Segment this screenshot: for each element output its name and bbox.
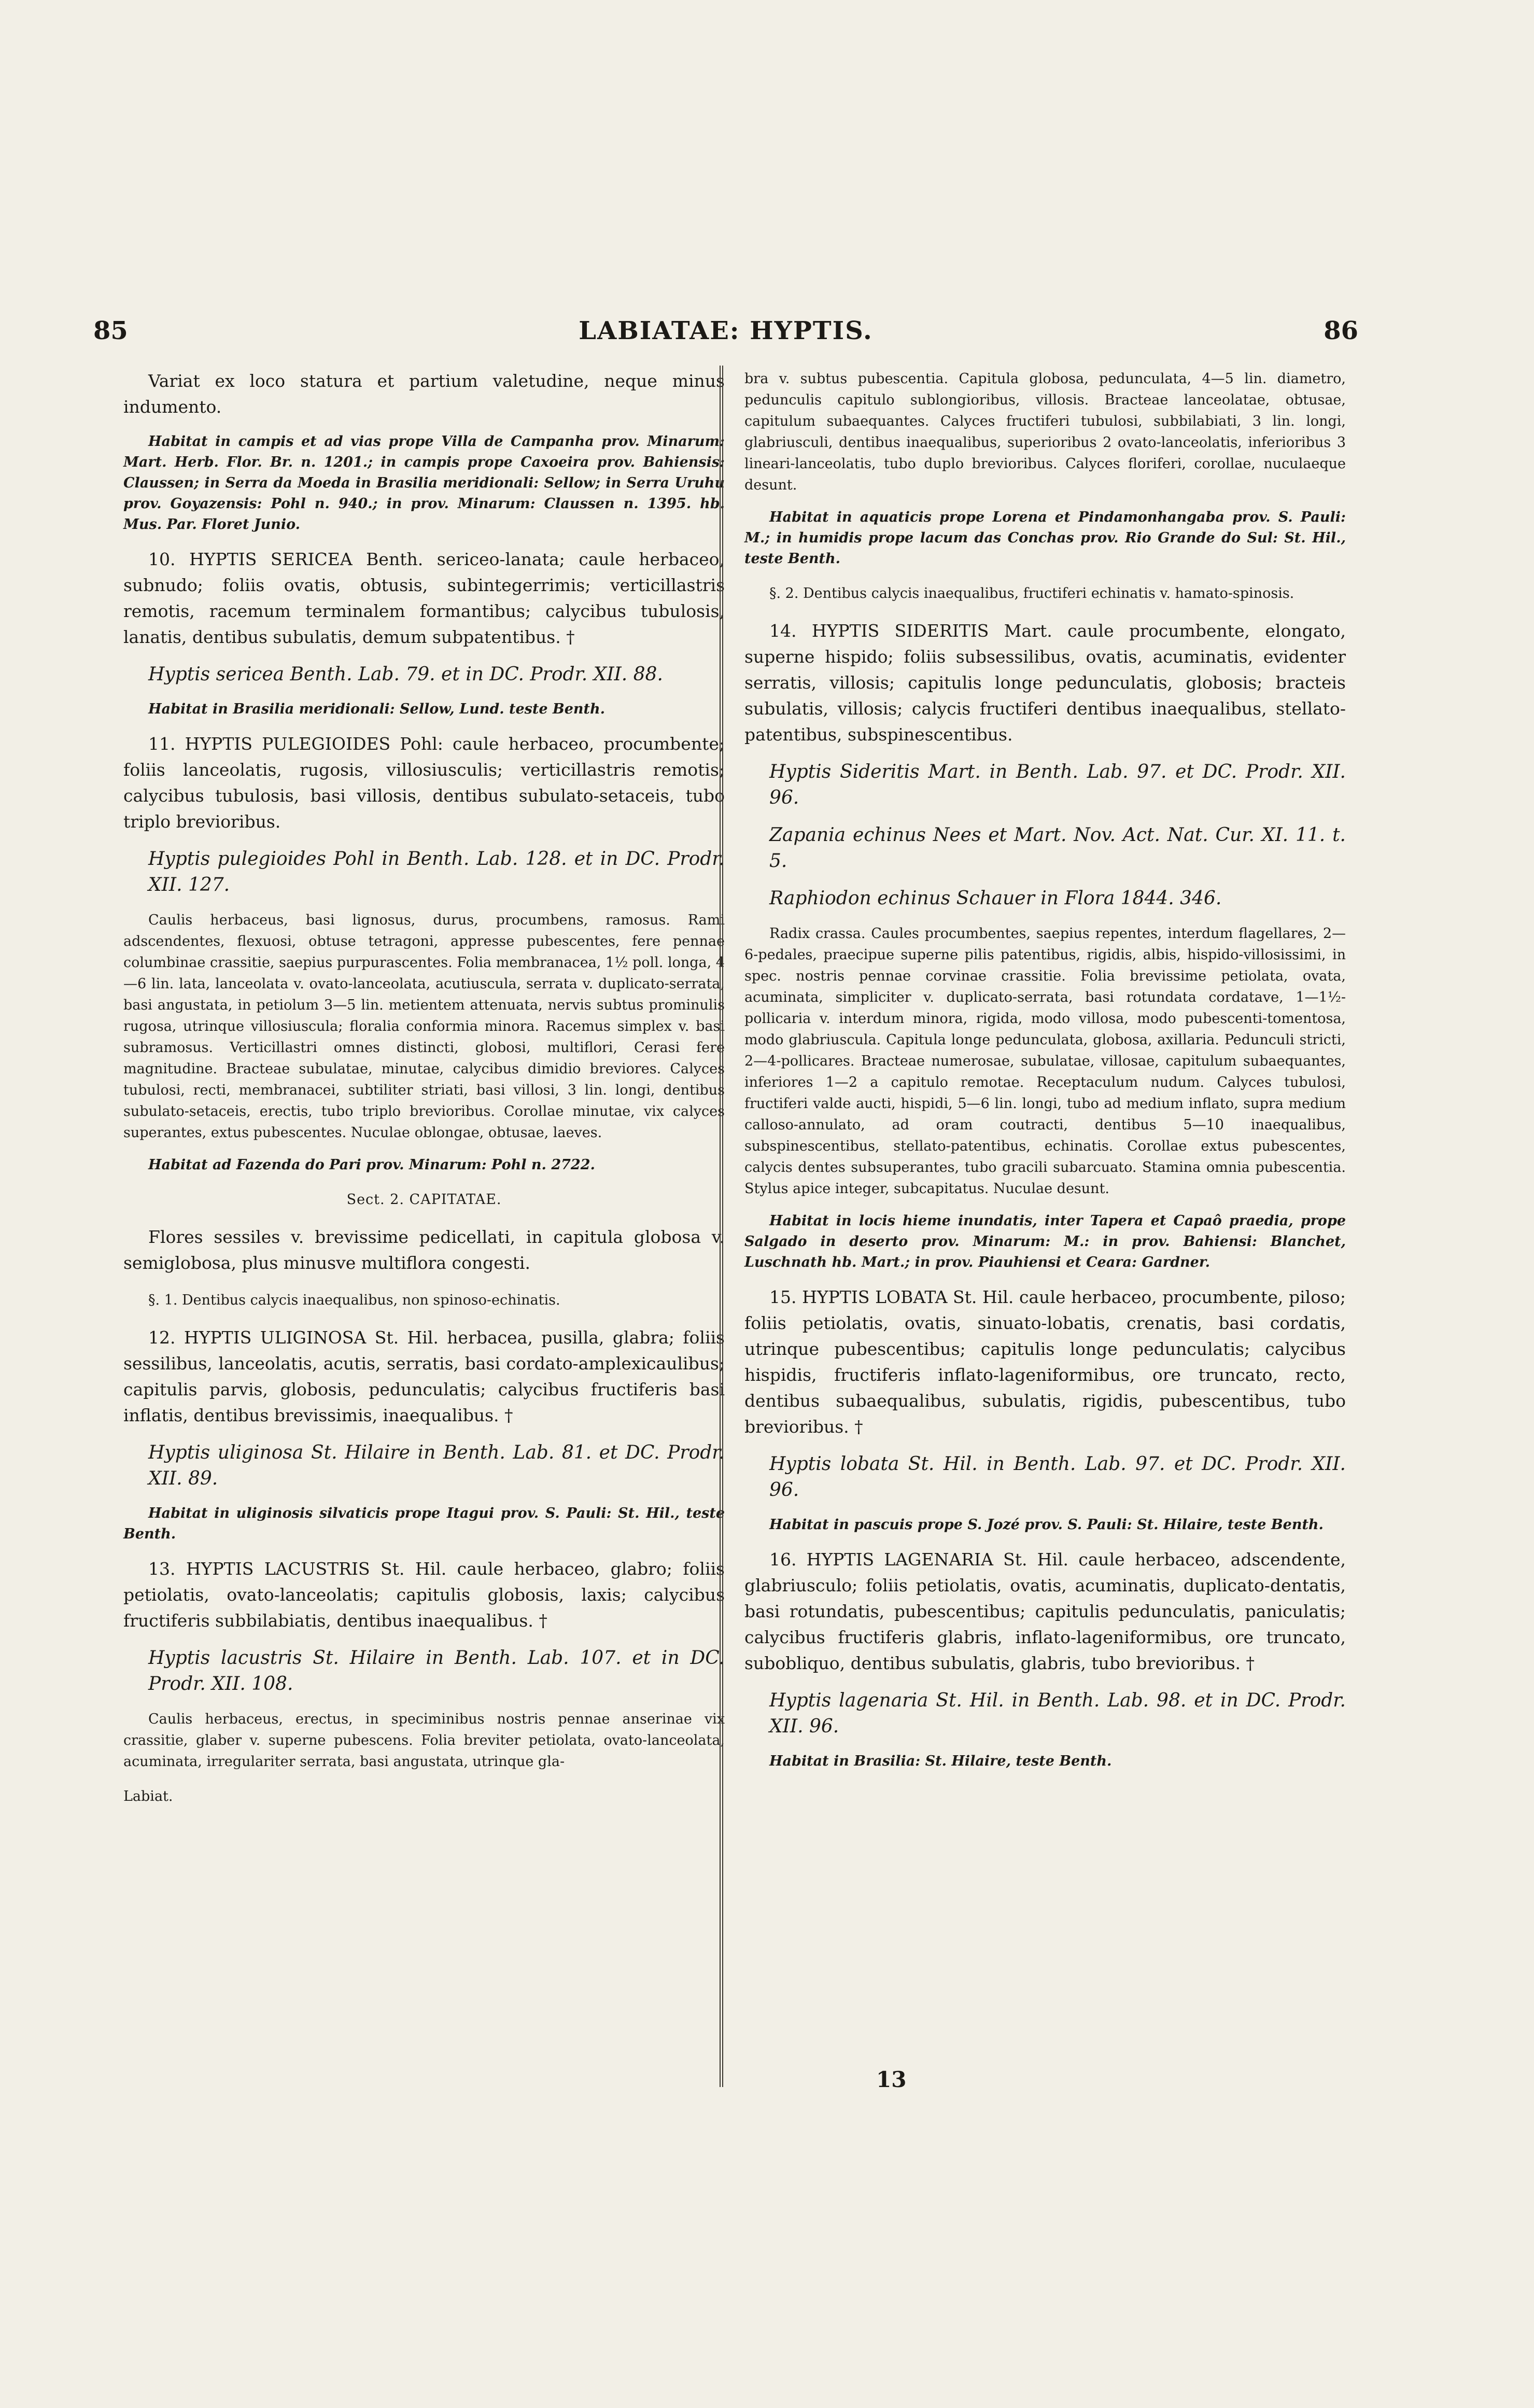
column-divider — [720, 366, 723, 2087]
species-14-reference-2: Zapania echinus Nees et Mart. Nov. Act. Nat. Cur. XI. 11. t. 5. — [769, 824, 1346, 872]
footer-label: Labiat. — [123, 1788, 173, 1804]
left-column — [123, 368, 725, 1821]
species-13-reference: Hyptis lacustris St. Hilaire in Benth. Lab. 107. et in DC. Prodr. XII. 108. — [148, 1647, 725, 1695]
species-14-reference-3: Raphiodon echinus Schauer in Flora 1844. 346. — [769, 888, 1222, 909]
right-page-number: 86 — [1324, 316, 1358, 345]
habitat-note: Habitat in campis et ad vias prope Villa de Campanha prov. Minarum: Mart. Herb. Flor. Br. n. 1201.; in campis prope Caxoeira prov. Bahiensis: Claussen; in Serra da Moeda in Brasilia meridionali: Sellow; in Serra Uruhu prov. Goyazensis: Pohl n. 940.; in prov. Minarum: Claussen n. 1395. hb. Mus. Par. Floret Junio. — [123, 433, 725, 533]
running-title: LABIATAE: HYPTIS. — [579, 316, 873, 345]
species-10-reference: Hyptis sericea Benth. Lab. 79. et in DC. Prodr. XII. 88. — [148, 664, 663, 685]
species-14-description: Radix crassa. Caules procumbentes, saepius repentes, interdum flagellares, 2—6-pedales, praecipue superne pilis patentibus, rigidis, albis, hispido-villosissimi, in spec. nostris pennae corvinae crassitie. Folia brevissime petiolata, ovata, acuminata, simpliciter v. duplicato-serrata, basi rotundata cordatave, 1—1½-pollicaria v. interdum minora, rigida, modo villosa, modo pubescenti-tomentosa, modo glabriuscula. Capitula longe pedunculata, globosa, axillaria. Pedunculi stricti, 2—4-pollicares. Bracteae numerosae, subulatae, villosae, capitulum subaequantes, inferiores 1—2 a capitulo remotae. Receptaculum nudum. Calyces tubulosi, fructiferi valde aucti, hispidi, 5—6 lin. longi, tubo ad medium inflato, supra medium calloso-annulato, ad oram coutracti, dentibus 5—10 inaequalibus, subspinescentibus, stellato-patentibus, echinatis. Corollae extus pubescentes, calycis dentes subsuperantes, tubo gracili subarcuato. Stamina omnia pubescentia. Stylus apice integer, subcapitatus. Nuculae desunt. — [744, 926, 1346, 1197]
species-15-habitat: Habitat in pascuis prope S. Jozé prov. S. Pauli: St. Hilaire, teste Benth. — [769, 1517, 1324, 1533]
paragraph: Variat ex loco statura et partium valetudine, neque minus indumento. — [123, 371, 725, 417]
section-description: Flores sessiles v. brevissime pedicellati, in capitula globosa v. semiglobosa, plus minusve multiflora congesti. — [123, 1227, 725, 1273]
species-12-habitat: Habitat in uliginosis silvaticis prope Itagui prov. S. Pauli: St. Hil., teste Benth. — [123, 1505, 725, 1542]
species-12-diagnosis: 12. HYPTIS ULIGINOSA St. Hil. herbacea, pusilla, glabra; foliis sessilibus, lanceolatis, acutis, serratis, basi cordato-amplexicaulibus; capitulis parvis, globosis, pedunculatis; calycibus fructiferis basi inflatis, dentibus brevissimis, inaequalibus. † — [123, 1327, 725, 1425]
species-10-diagnosis: 10. HYPTIS SERICEA Benth. sericeo-lanata; caule herbaceo, subnudo; foliis ovatis, obtusis, subintegerrimis; verticillastris remotis, racemum terminalem formantibus; calycibus tubulosis, lanatis, dentibus subulatis, demum subpatentibus. † — [123, 549, 725, 647]
subsection-heading-2: §. 2. Dentibus calycis inaequalibus, fructiferi echinatis v. hamato-spinosis. — [769, 585, 1294, 601]
left-page-number: 85 — [93, 316, 128, 345]
species-10-habitat: Habitat in Brasilia meridionali: Sellow, Lund. teste Benth. — [148, 701, 606, 717]
species-16-reference: Hyptis lagenaria St. Hil. in Benth. Lab. 98. et in DC. Prodr. XII. 96. — [769, 1690, 1346, 1737]
continued-habitat: Habitat in aquaticis prope Lorena et Pindamonhangaba prov. S. Pauli: M.; in humidis prope lacum das Conchas prov. Rio Grande do Sul: St. Hil., teste Benth. — [744, 509, 1346, 567]
species-11-habitat: Habitat ad Fazenda do Pari prov. Minarum: Pohl n. 2722. — [148, 1157, 595, 1173]
section-heading: Sect. 2. CAPITATAE. — [346, 1192, 502, 1208]
species-11-diagnosis: 11. HYPTIS PULEGIOIDES Pohl: caule herbaceo, procumbente; foliis lanceolatis, rugosis, villosiusculis; verticillastris remotis; calycibus tubulosis, basi villosis, dentibus subulato-setaceis, tubo triplo brevioribus. — [123, 734, 725, 832]
species-11-description: Caulis herbaceus, basi lignosus, durus, procumbens, ramosus. Rami adscendentes, flexuosi, obtuse tetragoni, appresse pubescentes, fere pennae columbinae crassitie, saepius purpurascentes. Folia membranacea, 1½ poll. longa, 4—6 lin. lata, lanceolata v. ovato-lanceolata, acutiuscula, serrata v. duplicato-serrata, basi angustata, in petiolum 3—5 lin. metientem attenuata, nervis subtus prominulis rugosa, utrinque villosiuscula; floralia conformia minora. Racemus simplex v. basi subramosus. Verticillastri omnes distincti, globosi, multiflori, Cerasi fere magnitudine. Bracteae subulatae, minutae, calycibus dimidio breviores. Calyces tubulosi, recti, membranacei, subtiliter striati, basi villosi, 3 lin. longi, dentibus subulato-setaceis, erectis, tubo triplo brevioribus. Corollae minutae, vix calyces superantes, extus pubescentes. Nuculae oblongae, obtusae, laeves. — [123, 912, 725, 1141]
species-11-reference: Hyptis pulegioides Pohl in Benth. Lab. 128. et in DC. Prodr. XII. 127. — [148, 848, 725, 895]
right-column — [744, 368, 1346, 1783]
subsection-heading: §. 1. Dentibus calycis inaequalibus, non spinoso-echinatis. — [148, 1292, 560, 1308]
species-15-diagnosis: 15. HYPTIS LOBATA St. Hil. caule herbaceo, procumbente, piloso; foliis petiolatis, ovatis, sinuato-lobatis, crenatis, basi cordatis, utrinque pubescentibus; capitulis longe pedunculatis; calycibus hispidis, fructiferis inflato-lageniformibus, ore truncato, recto, dentibus subaequalibus, subulatis, rigidis, pubescentibus, tubo brevioribus. † — [744, 1287, 1346, 1437]
continued-description: bra v. subtus pubescentia. Capitula globosa, pedunculata, 4—5 lin. diametro, pedunculis capitulo sublongioribus, villosis. Bracteae lanceolatae, obtusae, capitulum subaequantes. Calyces fructiferi tubulosi, subbilabiati, 3 lin. longi, glabriusculi, dentibus inaequalibus, superioribus 2 ovato-lanceolatis, inferioribus 3 lineari-lanceolatis, tubo duplo brevioribus. Calyces floriferi, corollae, nuculaeque desunt. — [744, 371, 1346, 493]
species-13-diagnosis: 13. HYPTIS LACUSTRIS St. Hil. caule herbaceo, glabro; foliis petiolatis, ovato-lanceolatis; capitulis globosis, laxis; calycibus fructiferis subbilabiatis, dentibus inaequalibus. † — [123, 1559, 725, 1631]
species-14-diagnosis: 14. HYPTIS SIDERITIS Mart. caule procumbente, elongato, superne hispido; foliis subsessilibus, ovatis, acuminatis, evidenter serratis, villosis; capitulis longe pedunculatis, globosis; bracteis subulatis, villosis; calycis fructiferi dentibus inaequalibus, stellato-patentibus, subspinescentibus. — [744, 621, 1346, 745]
page-header — [93, 316, 1358, 353]
species-16-diagnosis: 16. HYPTIS LAGENARIA St. Hil. caule herbaceo, adscendente, glabriusculo; foliis petiolatis, ovatis, acuminatis, duplicato-dentatis, basi rotundatis, pubescentibus; capitulis pedunculatis, paniculatis; calycibus fructiferis glabris, inflato-lageniformibus, ore truncato, subobliquo, dentibus subulatis, glabris, tubo brevioribus. † — [744, 1549, 1346, 1673]
species-16-habitat: Habitat in Brasilia: St. Hilaire, teste Benth. — [769, 1753, 1112, 1769]
signature-mark: 13 — [876, 2067, 907, 2092]
species-14-habitat: Habitat in locis hieme inundatis, inter Tapera et Capaô praedia, prope Salgado in deserto prov. Minarum: M.: in prov. Bahiensi: Blanchet, Luschnath hb. Mart.; in prov. Piauhiensi et Ceara: Gardner. — [744, 1213, 1346, 1270]
species-14-reference-1: Hyptis Sideritis Mart. in Benth. Lab. 97. et DC. Prodr. XII. 96. — [769, 761, 1346, 808]
species-12-reference: Hyptis uliginosa St. Hilaire in Benth. Lab. 81. et DC. Prodr. XII. 89. — [148, 1442, 725, 1489]
species-13-description: Caulis herbaceus, erectus, in speciminibus nostris pennae anserinae vix crassitie, glaber v. superne pubescens. Folia breviter petiolata, ovato-lanceolata, acuminata, irregulariter serrata, basi angustata, utrinque gla- — [123, 1711, 725, 1770]
species-15-reference: Hyptis lobata St. Hil. in Benth. Lab. 97. et DC. Prodr. XII. 96. — [769, 1453, 1346, 1501]
